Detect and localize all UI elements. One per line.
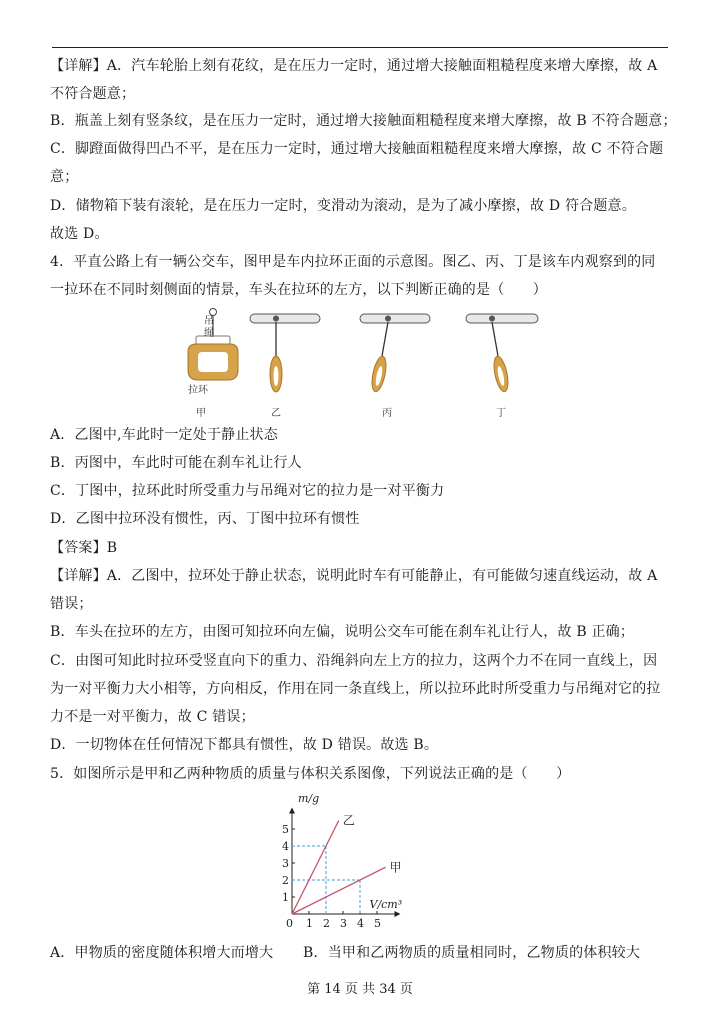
text-line: B．车头在拉环的左方，由图可知拉环向左偏，说明公交车可能在刹车礼让行人，故 B 正确； xyxy=(50,624,635,640)
text-line: D．储物箱下装有滚轮，是在压力一定时，变滑动为滚动，是为了减小摩擦，故 D 符合题意。 xyxy=(50,198,636,214)
x-tick-label: 3 xyxy=(340,917,347,930)
series-label: 乙 xyxy=(342,813,355,828)
y-tick-label: 5 xyxy=(282,823,289,836)
page-footer: 第 14 页 共 34 页 xyxy=(307,982,413,997)
y-tick-label: 4 xyxy=(282,840,289,853)
y-axis-label: m/g xyxy=(298,792,320,805)
rope-label-1: 吊 xyxy=(204,316,214,327)
text-line: 不符合题意； xyxy=(50,86,136,102)
rope xyxy=(382,322,388,356)
answer: 【答案】B xyxy=(50,540,118,556)
q4-figure xyxy=(170,304,550,422)
figure-jia xyxy=(188,309,238,420)
text-line: 意； xyxy=(50,169,79,185)
text-line: C．脚蹬面做得凹凸不平，是在压力一定时，通过增大接触面粗糙程度来增大摩擦，故 C 不符合题 xyxy=(50,141,664,157)
handrail xyxy=(250,314,320,323)
figure-ding xyxy=(466,314,538,419)
rope xyxy=(492,322,498,356)
text-line: 为一对平衡力大小相等，方向相反，作用在同一条直线上，所以拉环此时所受重力与吊绳对它的拉 xyxy=(50,681,661,697)
series-label: 甲 xyxy=(389,860,402,875)
caption-bing: 丙 xyxy=(382,408,392,419)
series-line-yi xyxy=(292,821,339,915)
question-4-stem: 一拉环在不同时刻侧面的情景，车头在拉环的左方，以下判断正确的是（ ） xyxy=(50,282,547,298)
ring-label: 拉环 xyxy=(188,385,208,396)
text-line: C．由图可知此时拉环受竖直向下的重力、沿绳斜向左上方的拉力，这两个力不在同一直线上，因 xyxy=(50,653,658,669)
text-line: 故选 D。 xyxy=(50,226,109,242)
x-tick-label: 5 xyxy=(374,917,381,930)
ring-hole xyxy=(274,366,279,386)
rope-hook xyxy=(210,309,217,316)
y-tick-label: 3 xyxy=(282,857,289,870)
option-c: C．丁图中，拉环此时所受重力与吊绳对它的拉力是一对平衡力 xyxy=(50,483,445,499)
header-rule xyxy=(52,47,668,48)
x-tick-label: 4 xyxy=(357,917,364,930)
y-tick-label: 2 xyxy=(282,874,289,887)
caption-ding: 丁 xyxy=(496,408,506,419)
figure-bing xyxy=(360,314,430,419)
x-tick-label: 2 xyxy=(323,917,330,930)
rail-clamp xyxy=(273,316,279,322)
option-b: B．丙图中，车此时可能在刹车礼让行人 xyxy=(50,455,302,471)
ring-hole xyxy=(198,352,228,372)
q5-option-a: A．甲物质的密度随体积增大而增大 xyxy=(50,945,274,961)
question-5-stem: 5．如图所示是甲和乙两种物质的质量与体积关系图像，下列说法正确的是（ ） xyxy=(50,766,571,782)
x-axis-label: V/cm³ xyxy=(369,898,403,911)
text-line: 力不是一对平衡力，故 C 错误； xyxy=(50,709,255,725)
caption-jia: 甲 xyxy=(196,408,206,419)
mass-volume-chart xyxy=(262,790,462,938)
handrail xyxy=(466,314,538,323)
handrail xyxy=(360,314,430,323)
x-tick-label: 1 xyxy=(306,917,313,930)
q5-option-b: B．当甲和乙两物质的质量相同时，乙物质的体积较大 xyxy=(303,945,641,961)
option-d: D．乙图中拉环没有惯性，丙、丁图中拉环有惯性 xyxy=(50,511,360,527)
rope-label-2: 绳 xyxy=(204,328,214,339)
question-4-stem: 4．平直公路上有一辆公交车，图甲是车内拉环正面的示意图。图乙、丙、丁是该车内观察到的同 xyxy=(50,254,656,270)
text-line: 【详解】A．乙图中，拉环处于静止状态，说明此时车有可能静止，有可能做匀速直线运动，故 A xyxy=(50,568,658,584)
figure-yi xyxy=(250,314,320,419)
text-line: 【详解】A．汽车轮胎上刻有花纹，是在压力一定时，通过增大接触面粗糙程度来增大摩擦，故 A xyxy=(50,58,658,74)
text-line: B．瓶盖上刻有竖条纹，是在压力一定时，通过增大接触面粗糙程度来增大摩擦，故 B 不符合题意； xyxy=(50,113,677,129)
text-line: D．一切物体在任何情况下都具有惯性，故 D 错误。故选 B。 xyxy=(50,737,439,753)
text-line: 错误； xyxy=(50,596,93,612)
caption-yi: 乙 xyxy=(271,408,281,419)
y-tick-label: 1 xyxy=(282,891,289,904)
option-a: A．乙图中,车此时一定处于静止状态 xyxy=(50,427,278,443)
x-tick-label: 0 xyxy=(286,917,293,930)
rail-clamp xyxy=(489,316,495,322)
rail-clamp xyxy=(385,316,391,322)
